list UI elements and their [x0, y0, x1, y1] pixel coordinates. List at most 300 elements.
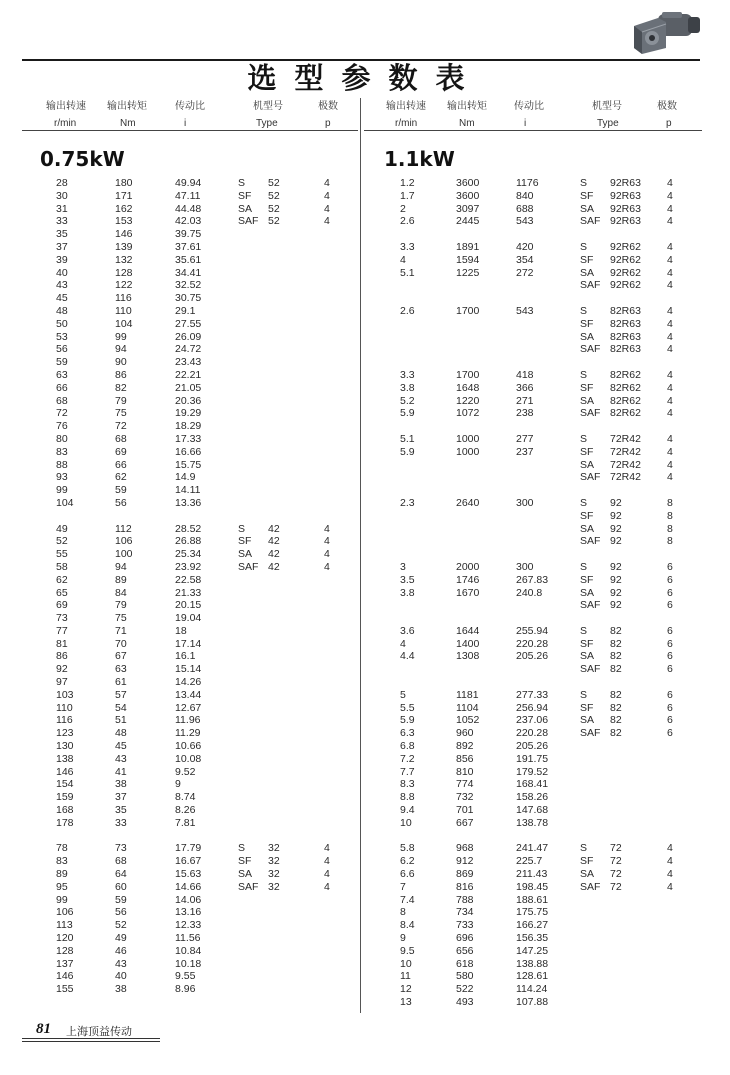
- ratio-cell: 366: [516, 381, 534, 394]
- table-row: [362, 407, 730, 420]
- torque-cell: 1000: [456, 432, 480, 445]
- table-row: [362, 855, 730, 868]
- ratio-cell: 271: [516, 394, 534, 407]
- torque-cell: 43: [115, 752, 127, 765]
- table-row: [362, 459, 730, 472]
- torque-cell: 856: [456, 752, 474, 765]
- poles-cell: 4: [667, 266, 673, 279]
- header-rule-left: [22, 130, 358, 131]
- speed-cell: 116: [56, 714, 73, 727]
- type-frame-cell: 92: [610, 599, 622, 612]
- torque-cell: 1225: [456, 266, 480, 279]
- type-frame-cell: 82: [610, 650, 622, 663]
- type-prefix-cell: S: [580, 432, 588, 445]
- table-row: [362, 766, 730, 779]
- table-row: [362, 919, 730, 932]
- ratio-cell: 16.67: [175, 855, 202, 868]
- table-row: [0, 433, 360, 446]
- poles-cell: 4: [667, 343, 673, 356]
- speed-cell: 99: [56, 893, 68, 906]
- torque-cell: 816: [456, 880, 474, 893]
- table-row: [0, 407, 360, 420]
- table-row: [362, 740, 730, 753]
- speed-cell: 8.3: [400, 778, 415, 791]
- poles-cell: 4: [667, 279, 673, 292]
- speed-cell: 99: [56, 484, 68, 497]
- torque-cell: 696: [456, 932, 474, 945]
- torque-cell: 3600: [456, 177, 480, 189]
- torque-cell: 733: [456, 919, 474, 932]
- poles-cell: 4: [667, 317, 673, 330]
- ratio-cell: 147.25: [516, 944, 549, 957]
- ratio-cell: 47.11: [175, 189, 201, 202]
- poles-cell: 4: [667, 381, 673, 394]
- ratio-cell: 15.75: [175, 458, 202, 471]
- ratio-cell: 19.04: [175, 612, 202, 625]
- type-prefix-cell: S: [238, 842, 246, 855]
- poles-cell: 6: [667, 650, 673, 663]
- ratio-cell: 34.41: [175, 266, 202, 279]
- poles-cell: 4: [324, 855, 330, 868]
- torque-cell: 57: [115, 688, 127, 701]
- type-frame-cell: 92: [610, 586, 622, 599]
- table-row: [0, 523, 360, 536]
- ratio-cell: 188.61: [516, 893, 549, 906]
- torque-cell: 912: [456, 855, 474, 868]
- speed-cell: 5.9: [400, 445, 415, 458]
- type-frame-cell: 82: [610, 663, 622, 676]
- torque-cell: 56: [115, 496, 127, 509]
- torque-cell: 84: [115, 586, 127, 599]
- poles-cell: 4: [667, 880, 673, 893]
- ratio-cell: 138.88: [516, 957, 549, 970]
- speed-cell: 1.2: [400, 177, 415, 189]
- speed-cell: 7: [400, 880, 406, 893]
- torque-cell: 128: [115, 266, 133, 279]
- type-frame-cell: 82: [610, 714, 622, 727]
- torque-cell: 37: [115, 791, 127, 804]
- torque-cell: 56: [115, 906, 127, 919]
- table-row: [362, 318, 730, 331]
- speed-cell: 48: [56, 304, 68, 317]
- type-frame-cell: 92: [610, 522, 622, 535]
- ratio-cell: 22.58: [175, 573, 202, 586]
- table-row: [0, 446, 360, 459]
- torque-cell: 104: [115, 317, 133, 330]
- speed-cell: 2: [400, 202, 406, 215]
- table-row: [362, 241, 730, 254]
- poles-cell: 6: [667, 599, 673, 612]
- type-prefix-cell: SF: [580, 573, 594, 586]
- ratio-cell: 14.11: [175, 484, 201, 497]
- torque-cell: 70: [115, 637, 127, 650]
- table-row: [0, 766, 360, 779]
- ratio-cell: 29.1: [175, 304, 196, 317]
- table-row: [0, 650, 360, 663]
- header-poles: 极数: [318, 101, 338, 112]
- torque-cell: 146: [115, 228, 133, 241]
- table-row: [362, 382, 730, 395]
- ratio-cell: 21.05: [175, 381, 202, 394]
- table-row: [362, 778, 730, 791]
- table-row: [0, 203, 360, 216]
- table-row: [362, 625, 730, 638]
- torque-cell: 968: [456, 842, 474, 855]
- ratio-cell: 18: [175, 624, 187, 637]
- speed-cell: 68: [56, 394, 68, 407]
- type-prefix-cell: SF: [238, 535, 252, 548]
- speed-cell: 40: [56, 266, 68, 279]
- speed-cell: 5.1: [400, 266, 415, 279]
- type-frame-cell: 92: [610, 535, 622, 548]
- table-row: [0, 868, 360, 881]
- torque-cell: 68: [115, 855, 127, 868]
- table-row: [362, 215, 730, 228]
- table-row: [362, 906, 730, 919]
- torque-cell: 1000: [456, 445, 480, 458]
- type-frame-cell: 82: [610, 688, 622, 701]
- speed-cell: 159: [56, 791, 74, 804]
- poles-cell: 4: [324, 202, 330, 215]
- header-ratio: 传动比: [514, 101, 544, 112]
- type-frame-cell: 82R62: [610, 394, 641, 407]
- ratio-cell: 32.52: [175, 279, 202, 292]
- torque-cell: 1072: [456, 407, 480, 420]
- poles-cell: 8: [667, 535, 673, 548]
- torque-cell: 2445: [456, 215, 480, 228]
- torque-cell: 94: [115, 343, 127, 356]
- table-row: [362, 587, 730, 600]
- torque-cell: 67: [115, 650, 127, 663]
- speed-cell: 92: [56, 663, 68, 676]
- table-row: [362, 535, 730, 548]
- poles-cell: 4: [324, 842, 330, 855]
- type-prefix-cell: SAF: [580, 279, 601, 292]
- header-ratio-unit: i: [524, 118, 527, 129]
- table-row: [0, 625, 360, 638]
- table-row: [0, 241, 360, 254]
- speed-cell: 12: [400, 983, 412, 996]
- poles-cell: 4: [667, 445, 673, 458]
- torque-cell: 892: [456, 740, 474, 753]
- type-prefix-cell: SA: [238, 202, 253, 215]
- torque-cell: 618: [456, 957, 474, 970]
- speed-cell: 8: [400, 906, 406, 919]
- table-row: [362, 638, 730, 651]
- ratio-cell: 17.33: [175, 432, 202, 445]
- ratio-cell: 147.68: [516, 804, 549, 817]
- ratio-cell: 9: [175, 778, 181, 791]
- table-row: [0, 305, 360, 318]
- table-row: [0, 817, 360, 830]
- table-row: [362, 958, 730, 971]
- header-ratio-unit: i: [184, 118, 187, 129]
- speed-cell: 120: [56, 932, 74, 945]
- torque-cell: 1891: [456, 240, 480, 253]
- type-prefix-cell: S: [580, 240, 588, 253]
- table-row: [362, 254, 730, 267]
- ratio-cell: 10.18: [175, 957, 202, 970]
- ratio-cell: 1176: [516, 177, 539, 189]
- page-number: 81: [36, 1021, 51, 1037]
- table-row: [362, 753, 730, 766]
- footer-rule: [22, 1041, 160, 1042]
- type-prefix-cell: SF: [238, 189, 252, 202]
- ratio-cell: 23.92: [175, 560, 202, 573]
- poles-cell: 4: [324, 548, 330, 561]
- table-row: [362, 842, 730, 855]
- table-row: [362, 714, 730, 727]
- type-frame-cell: 82: [610, 727, 622, 740]
- speed-cell: 80: [56, 432, 68, 445]
- ratio-cell: 37.61: [175, 240, 202, 253]
- ratio-cell: 15.14: [175, 663, 202, 676]
- type-frame-cell: 82R63: [610, 330, 641, 343]
- header-torque: 输出转矩: [107, 101, 147, 112]
- speed-cell: 13: [400, 996, 412, 1008]
- ratio-cell: 156.35: [516, 932, 549, 945]
- type-prefix-cell: SA: [580, 266, 595, 279]
- torque-cell: 100: [115, 548, 133, 561]
- torque-cell: 54: [115, 701, 127, 714]
- ratio-cell: 8.26: [175, 804, 196, 817]
- torque-cell: 139: [115, 240, 133, 253]
- poles-cell: 6: [667, 701, 673, 714]
- type-frame-cell: 92R62: [610, 253, 641, 266]
- table-row: [0, 318, 360, 331]
- type-frame-cell: 72R42: [610, 458, 641, 471]
- speed-cell: 62: [56, 573, 68, 586]
- table-row: [362, 983, 730, 996]
- torque-cell: 40: [115, 970, 127, 983]
- speed-cell: 2.3: [400, 496, 415, 509]
- type-prefix-cell: SF: [580, 855, 594, 868]
- speed-cell: 7.2: [400, 752, 415, 765]
- torque-cell: 86: [115, 368, 127, 381]
- ratio-cell: 277.33: [516, 688, 549, 701]
- torque-cell: 960: [456, 727, 474, 740]
- torque-cell: 701: [456, 804, 474, 817]
- speed-cell: 4: [400, 637, 406, 650]
- torque-cell: 71: [115, 624, 127, 637]
- type-frame-cell: 42: [268, 560, 280, 573]
- ratio-cell: 42.03: [175, 215, 202, 228]
- ratio-cell: 168.41: [516, 778, 549, 791]
- type-prefix-cell: S: [238, 522, 246, 535]
- type-prefix-cell: S: [580, 177, 588, 189]
- speed-cell: 4.4: [400, 650, 415, 663]
- type-prefix-cell: S: [580, 560, 588, 573]
- type-prefix-cell: SF: [580, 381, 594, 394]
- torque-cell: 132: [115, 253, 133, 266]
- speed-cell: 10: [400, 816, 412, 829]
- type-frame-cell: 92: [610, 509, 622, 522]
- ratio-cell: 220.28: [516, 727, 549, 740]
- table-row: [0, 791, 360, 804]
- ratio-cell: 11.29: [175, 727, 201, 740]
- ratio-cell: 238: [516, 407, 534, 420]
- speed-cell: 5.2: [400, 394, 415, 407]
- torque-cell: 180: [115, 177, 133, 189]
- type-prefix-cell: SF: [580, 445, 594, 458]
- table-row: [362, 343, 730, 356]
- speed-cell: 30: [56, 189, 68, 202]
- speed-cell: 89: [56, 868, 68, 881]
- table-row: [362, 868, 730, 881]
- table-row: [362, 433, 730, 446]
- speed-cell: 76: [56, 420, 68, 433]
- speed-cell: 137: [56, 957, 74, 970]
- torque-cell: 1400: [456, 637, 480, 650]
- type-prefix-cell: SAF: [238, 560, 259, 573]
- type-frame-cell: 82R62: [610, 381, 641, 394]
- speed-cell: 103: [56, 688, 74, 701]
- speed-cell: 3: [400, 560, 406, 573]
- speed-cell: 66: [56, 381, 68, 394]
- ratio-cell: 300: [516, 496, 534, 509]
- ratio-cell: 225.7: [516, 855, 543, 868]
- poles-cell: 4: [667, 368, 673, 381]
- type-frame-cell: 52: [268, 189, 280, 202]
- type-prefix-cell: S: [580, 496, 588, 509]
- table-row: [0, 267, 360, 280]
- table-row: [0, 855, 360, 868]
- torque-cell: 75: [115, 407, 127, 420]
- table-row: [362, 395, 730, 408]
- speed-cell: 69: [56, 599, 68, 612]
- ratio-cell: 44.48: [175, 202, 202, 215]
- torque-cell: 493: [456, 996, 474, 1008]
- table-row: [0, 369, 360, 382]
- table-row: [0, 778, 360, 791]
- table-row: [362, 574, 730, 587]
- speed-cell: 5.9: [400, 407, 415, 420]
- table-row: [0, 919, 360, 932]
- torque-cell: 79: [115, 599, 127, 612]
- ratio-cell: 14.06: [175, 893, 202, 906]
- type-frame-cell: 92R63: [610, 177, 641, 189]
- ratio-cell: 39.75: [175, 228, 202, 241]
- table-row: [0, 663, 360, 676]
- ratio-cell: 9.55: [175, 970, 196, 983]
- speed-cell: 155: [56, 983, 74, 996]
- ratio-cell: 354: [516, 253, 534, 266]
- table-row: [0, 612, 360, 625]
- header-torque: 输出转矩: [447, 101, 487, 112]
- table-row: [362, 446, 730, 459]
- table-row: [362, 817, 730, 830]
- ratio-cell: 420: [516, 240, 534, 253]
- speed-cell: 10: [400, 957, 412, 970]
- group-spacer: [362, 612, 730, 625]
- torque-cell: 580: [456, 970, 474, 983]
- ratio-cell: 840: [516, 189, 534, 202]
- torque-cell: 69: [115, 445, 127, 458]
- table-row: [362, 663, 730, 676]
- speed-cell: 3.6: [400, 624, 415, 637]
- poles-cell: 4: [667, 240, 673, 253]
- table-row: [0, 804, 360, 817]
- ratio-cell: 543: [516, 215, 534, 228]
- speed-cell: 81: [56, 637, 68, 650]
- table-row: [0, 535, 360, 548]
- type-prefix-cell: SAF: [580, 343, 601, 356]
- header-poles-unit: p: [666, 118, 672, 129]
- type-frame-cell: 92R62: [610, 240, 641, 253]
- type-frame-cell: 72: [610, 868, 622, 881]
- speed-cell: 72: [56, 407, 68, 420]
- type-prefix-cell: SAF: [238, 215, 259, 228]
- speed-cell: 49: [56, 522, 68, 535]
- speed-cell: 6.3: [400, 727, 415, 740]
- speed-cell: 73: [56, 612, 68, 625]
- type-frame-cell: 72R42: [610, 471, 641, 484]
- ratio-cell: 418: [516, 368, 534, 381]
- type-prefix-cell: SF: [580, 637, 594, 650]
- torque-cell: 59: [115, 484, 127, 497]
- type-prefix-cell: S: [580, 304, 588, 317]
- speed-cell: 39: [56, 253, 68, 266]
- ratio-cell: 12.33: [175, 919, 202, 932]
- speed-cell: 3.8: [400, 381, 415, 394]
- poles-cell: 6: [667, 688, 673, 701]
- torque-cell: 90: [115, 356, 127, 369]
- speed-cell: 55: [56, 548, 68, 561]
- speed-cell: 7.7: [400, 765, 415, 778]
- type-prefix-cell: SA: [580, 586, 595, 599]
- ratio-cell: 256.94: [516, 701, 549, 714]
- type-frame-cell: 52: [268, 215, 280, 228]
- ratio-cell: 211.43: [516, 868, 548, 881]
- poles-cell: 4: [667, 253, 673, 266]
- ratio-cell: 18.29: [175, 420, 202, 433]
- header-poles-unit: p: [325, 118, 331, 129]
- torque-cell: 38: [115, 983, 127, 996]
- ratio-cell: 300: [516, 560, 534, 573]
- torque-cell: 171: [115, 189, 133, 202]
- group-spacer: [362, 676, 730, 689]
- table-row: [362, 497, 730, 510]
- speed-cell: 3.3: [400, 368, 415, 381]
- poles-cell: 8: [667, 509, 673, 522]
- ratio-cell: 198.45: [516, 880, 549, 893]
- ratio-cell: 23.43: [175, 356, 202, 369]
- type-frame-cell: 92R62: [610, 266, 641, 279]
- ratio-cell: 13.44: [175, 688, 202, 701]
- type-prefix-cell: SAF: [580, 880, 601, 893]
- type-prefix-cell: SA: [580, 868, 595, 881]
- type-prefix-cell: SA: [580, 522, 595, 535]
- torque-cell: 89: [115, 573, 127, 586]
- torque-cell: 153: [115, 215, 133, 228]
- type-prefix-cell: SF: [580, 701, 594, 714]
- torque-cell: 75: [115, 612, 127, 625]
- ratio-cell: 128.61: [516, 970, 549, 983]
- table-row: [0, 587, 360, 600]
- table-row: [0, 190, 360, 203]
- type-prefix-cell: SF: [580, 509, 594, 522]
- group-spacer: [0, 830, 360, 843]
- torque-cell: 1644: [456, 624, 480, 637]
- torque-cell: 1308: [456, 650, 480, 663]
- speed-cell: 9.5: [400, 944, 415, 957]
- ratio-cell: 7.81: [175, 816, 196, 829]
- poles-cell: 4: [667, 202, 673, 215]
- speed-cell: 58: [56, 560, 68, 573]
- speed-cell: 53: [56, 330, 68, 343]
- ratio-cell: 9.52: [175, 765, 196, 778]
- ratio-cell: 12.67: [175, 701, 202, 714]
